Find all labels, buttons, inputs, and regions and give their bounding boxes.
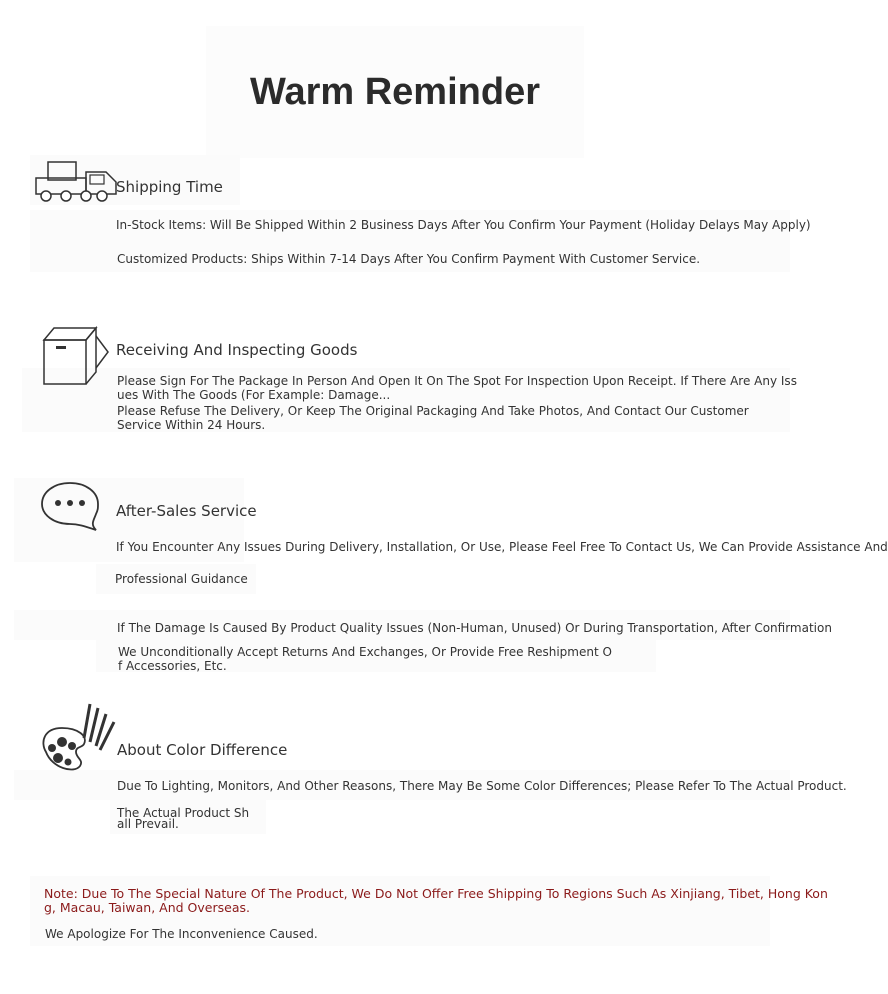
color-text-line: all Prevail. <box>117 817 179 831</box>
apology-text: We Apologize For The Inconvenience Caused. <box>45 927 318 941</box>
after-sales-text-line: Professional Guidance <box>115 572 248 586</box>
palette-icon <box>40 702 116 774</box>
note-text-line: Note: Due To The Special Nature Of The Product, We Do Not Offer Free Shipping To Regions Such As Xinjiang, Tibet, Hong Kon <box>44 886 828 901</box>
after-sales-text-line: If You Encounter Any Issues During Delivery, Installation, Or Use, Please Feel Free To Contact Us, We Can Provide Assistance And <box>116 540 888 554</box>
color-text-line: Due To Lighting, Monitors, And Other Reasons, There May Be Some Color Differences; Please Refer To The Actual Product. <box>117 779 847 793</box>
shipping-customized-text: Customized Products: Ships Within 7-14 Days After You Confirm Payment With Customer Service. <box>117 252 701 266</box>
color-text-line: The Actual Product Sh <box>117 806 250 820</box>
shipping-in-stock-text: In-Stock Items: Will Be Shipped Within 2 Business Days After You Confirm Your Payment (Holiday Delays May Apply) <box>116 218 811 232</box>
after-sales-text-line: If The Damage Is Caused By Product Quality Issues (Non-Human, Unused) Or During Transportation, After Confirmation <box>117 621 832 635</box>
receiving-text-line: ues With The Goods (For Example: Damage... <box>117 388 391 402</box>
after-sales-text-line: f Accessories, Etc. <box>118 659 227 673</box>
box-icon <box>40 324 112 388</box>
chat-bubble-icon <box>40 480 100 532</box>
receiving-text-line: Service Within 24 Hours. <box>117 418 266 432</box>
section-title-receiving: Receiving And Inspecting Goods <box>116 341 358 359</box>
note-text-line: g, Macau, Taiwan, And Overseas. <box>44 900 250 915</box>
section-title-shipping: Shipping Time <box>116 178 223 196</box>
after-sales-text-line: We Unconditionally Accept Returns And Exchanges, Or Provide Free Reshipment O <box>118 645 612 659</box>
truck-icon <box>34 160 120 206</box>
receiving-text-line: Please Sign For The Package In Person And Open It On The Spot For Inspection Upon Receipt. If There Are Any Iss <box>117 374 797 388</box>
section-title-color: About Color Difference <box>117 741 288 759</box>
page-title: Warm Reminder <box>206 26 584 158</box>
section-title-after-sales: After-Sales Service <box>116 502 257 520</box>
receiving-text-line: Please Refuse The Delivery, Or Keep The Original Packaging And Take Photos, And Contact Our Customer <box>117 404 749 418</box>
